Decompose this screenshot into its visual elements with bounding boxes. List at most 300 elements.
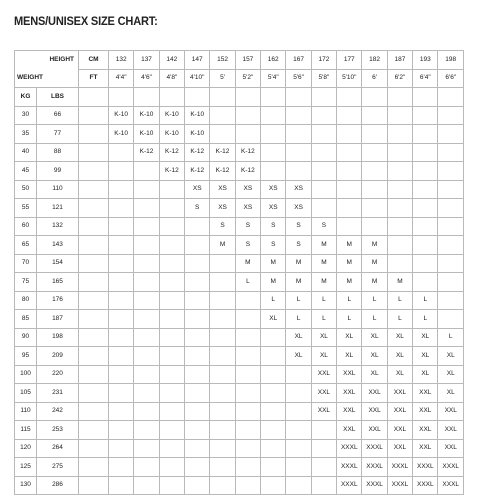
size-cell	[261, 143, 286, 162]
size-cell	[210, 458, 235, 477]
size-cell	[109, 439, 134, 458]
height-ft-cell: 6'	[362, 69, 387, 88]
size-cell: XS	[261, 199, 286, 218]
height-ft-cell: 6'2"	[387, 69, 412, 88]
size-cell	[109, 236, 134, 255]
size-cell: L	[387, 310, 412, 329]
size-cell	[210, 310, 235, 329]
height-cm-cell: 182	[362, 51, 387, 70]
height-cm-cell: 177	[337, 51, 362, 70]
height-ft-cell: 6'4"	[413, 69, 438, 88]
size-cell: XXL	[362, 402, 387, 421]
size-cell	[159, 328, 184, 347]
size-cell	[109, 310, 134, 329]
size-cell: M	[286, 273, 311, 292]
size-cell	[159, 254, 184, 273]
size-cell	[438, 273, 464, 292]
size-cell	[413, 199, 438, 218]
size-cell	[286, 402, 311, 421]
size-cell: L	[413, 291, 438, 310]
size-cell	[134, 421, 159, 440]
weight-kg-cell: 120	[15, 439, 37, 458]
size-cell	[159, 476, 184, 495]
size-cell	[311, 439, 336, 458]
empty-cell	[387, 88, 412, 107]
weight-kg-cell: 105	[15, 384, 37, 403]
size-row	[15, 106, 464, 125]
weight-kg-cell: 45	[15, 162, 37, 181]
size-cell	[185, 310, 210, 329]
size-row	[15, 402, 464, 421]
size-cell	[413, 217, 438, 236]
size-cell	[134, 254, 159, 273]
size-cell	[286, 458, 311, 477]
size-cell	[185, 421, 210, 440]
weight-kg-cell: 130	[15, 476, 37, 495]
size-cell: M	[337, 273, 362, 292]
size-cell: K-12	[235, 162, 260, 181]
size-cell	[210, 347, 235, 366]
weight-label: WEIGHT	[15, 69, 79, 88]
size-cell	[337, 162, 362, 181]
size-cell	[159, 365, 184, 384]
page-title: MENS/UNISEX SIZE CHART:	[14, 14, 158, 28]
size-cell: M	[261, 254, 286, 273]
size-cell: XXL	[413, 439, 438, 458]
size-cell	[311, 199, 336, 218]
size-cell	[159, 310, 184, 329]
size-cell	[413, 162, 438, 181]
header-row-kg-lbs	[15, 88, 464, 107]
size-cell: K-12	[235, 143, 260, 162]
weight-kg-cell: 90	[15, 328, 37, 347]
size-cell	[413, 180, 438, 199]
size-cell: XXL	[438, 421, 464, 440]
empty-cell	[79, 125, 109, 144]
empty-cell	[337, 88, 362, 107]
size-cell: XL	[362, 365, 387, 384]
size-cell: L	[311, 310, 336, 329]
size-cell	[438, 162, 464, 181]
size-cell: XXL	[438, 439, 464, 458]
size-cell	[438, 199, 464, 218]
size-row	[15, 347, 464, 366]
empty-cell	[413, 88, 438, 107]
size-cell	[109, 180, 134, 199]
size-cell	[134, 199, 159, 218]
size-row	[15, 273, 464, 292]
height-ft-cell: 4'4"	[109, 69, 134, 88]
size-cell	[261, 162, 286, 181]
size-cell	[210, 402, 235, 421]
size-cell	[134, 236, 159, 255]
height-ft-cell: 4'8"	[159, 69, 184, 88]
height-ft-cell: 4'10"	[185, 69, 210, 88]
weight-lbs-cell: 198	[37, 328, 79, 347]
size-cell	[185, 254, 210, 273]
size-cell	[311, 458, 336, 477]
size-cell	[210, 106, 235, 125]
size-cell: XXL	[337, 365, 362, 384]
header-row-cm	[15, 51, 464, 70]
size-cell	[109, 291, 134, 310]
weight-kg-cell: 85	[15, 310, 37, 329]
size-cell	[210, 328, 235, 347]
size-cell	[210, 421, 235, 440]
size-cell: XS	[210, 199, 235, 218]
size-cell	[109, 458, 134, 477]
size-cell: XXL	[311, 365, 336, 384]
empty-cell	[79, 217, 109, 236]
height-cm-cell: 137	[134, 51, 159, 70]
empty-cell	[79, 88, 109, 107]
weight-lbs-cell: 187	[37, 310, 79, 329]
size-cell	[311, 106, 336, 125]
size-cell: XXXL	[337, 476, 362, 495]
size-cell: K-10	[159, 125, 184, 144]
size-cell: S	[261, 217, 286, 236]
size-cell	[286, 162, 311, 181]
size-cell	[261, 476, 286, 495]
size-cell: K-10	[134, 106, 159, 125]
size-cell: XXL	[413, 384, 438, 403]
size-cell	[235, 291, 260, 310]
size-cell	[261, 439, 286, 458]
size-cell: K-12	[134, 143, 159, 162]
size-cell: XXL	[362, 384, 387, 403]
size-cell: S	[210, 217, 235, 236]
size-cell	[235, 384, 260, 403]
size-cell: XXXL	[362, 439, 387, 458]
size-cell: XL	[286, 328, 311, 347]
size-cell: M	[337, 236, 362, 255]
size-row	[15, 458, 464, 477]
size-cell: M	[337, 254, 362, 273]
size-cell: XL	[413, 328, 438, 347]
size-cell: XS	[210, 180, 235, 199]
size-cell: K-10	[134, 125, 159, 144]
empty-cell	[79, 273, 109, 292]
size-cell	[286, 125, 311, 144]
size-cell	[185, 439, 210, 458]
size-cell: M	[210, 236, 235, 255]
size-cell	[413, 273, 438, 292]
size-cell	[210, 384, 235, 403]
size-cell: L	[337, 310, 362, 329]
size-cell	[438, 180, 464, 199]
size-cell: XXL	[337, 402, 362, 421]
size-cell: S	[311, 217, 336, 236]
size-cell: K-12	[159, 162, 184, 181]
size-cell	[185, 328, 210, 347]
height-cm-cell: 152	[210, 51, 235, 70]
empty-cell	[79, 402, 109, 421]
weight-lbs-cell: 165	[37, 273, 79, 292]
size-cell: K-12	[210, 162, 235, 181]
size-cell	[387, 199, 412, 218]
empty-cell	[362, 88, 387, 107]
size-cell: XXXL	[337, 458, 362, 477]
size-cell	[134, 310, 159, 329]
size-cell	[235, 125, 260, 144]
size-cell	[311, 162, 336, 181]
size-cell: L	[362, 310, 387, 329]
size-cell	[286, 143, 311, 162]
empty-cell	[79, 384, 109, 403]
height-ft-cell: 5'2"	[235, 69, 260, 88]
size-cell: M	[387, 273, 412, 292]
size-cell	[413, 143, 438, 162]
weight-lbs-cell: 209	[37, 347, 79, 366]
weight-lbs-cell: 220	[37, 365, 79, 384]
size-cell	[185, 217, 210, 236]
size-cell	[159, 291, 184, 310]
size-row	[15, 439, 464, 458]
weight-lbs-cell: 121	[37, 199, 79, 218]
weight-lbs-cell: 143	[37, 236, 79, 255]
size-cell	[185, 236, 210, 255]
size-cell	[109, 273, 134, 292]
size-cell	[159, 347, 184, 366]
size-cell	[109, 365, 134, 384]
weight-kg-cell: 35	[15, 125, 37, 144]
size-cell: XS	[261, 180, 286, 199]
size-row	[15, 199, 464, 218]
weight-lbs-cell: 275	[37, 458, 79, 477]
weight-lbs-cell: 99	[37, 162, 79, 181]
size-cell	[261, 365, 286, 384]
height-label: HEIGHT	[15, 51, 79, 70]
size-cell	[210, 291, 235, 310]
size-cell	[109, 199, 134, 218]
size-cell: M	[311, 236, 336, 255]
size-cell	[109, 421, 134, 440]
size-cell: XXL	[438, 402, 464, 421]
size-row	[15, 328, 464, 347]
size-cell: S	[235, 236, 260, 255]
size-cell: XXL	[362, 421, 387, 440]
size-cell: XL	[337, 328, 362, 347]
size-cell: XL	[362, 328, 387, 347]
size-cell	[286, 106, 311, 125]
height-ft-cell: 5'8"	[311, 69, 336, 88]
weight-kg-cell: 30	[15, 106, 37, 125]
size-cell	[210, 439, 235, 458]
size-cell: M	[311, 254, 336, 273]
size-cell	[362, 162, 387, 181]
size-cell: XL	[261, 310, 286, 329]
weight-kg-cell: 60	[15, 217, 37, 236]
size-cell	[387, 217, 412, 236]
size-cell	[185, 365, 210, 384]
size-cell	[109, 162, 134, 181]
size-cell: XL	[387, 365, 412, 384]
size-cell	[235, 106, 260, 125]
size-row	[15, 254, 464, 273]
size-cell	[438, 291, 464, 310]
size-cell: K-10	[109, 125, 134, 144]
size-cell: XXL	[387, 421, 412, 440]
empty-cell	[109, 88, 134, 107]
empty-cell	[438, 88, 464, 107]
size-cell	[261, 125, 286, 144]
weight-lbs-cell: 132	[37, 217, 79, 236]
size-cell: XXL	[337, 384, 362, 403]
weight-kg-cell: 95	[15, 347, 37, 366]
size-chart-table	[14, 50, 464, 495]
size-cell	[159, 439, 184, 458]
size-cell	[235, 365, 260, 384]
empty-cell	[79, 347, 109, 366]
size-cell: XL	[362, 347, 387, 366]
size-cell: XS	[286, 180, 311, 199]
size-cell	[210, 125, 235, 144]
unit-kg-label: KG	[15, 88, 37, 107]
size-cell	[185, 384, 210, 403]
weight-lbs-cell: 286	[37, 476, 79, 495]
size-cell	[235, 458, 260, 477]
weight-kg-cell: 125	[15, 458, 37, 477]
size-cell	[185, 458, 210, 477]
size-row	[15, 476, 464, 495]
height-cm-cell: 142	[159, 51, 184, 70]
size-cell	[438, 254, 464, 273]
size-cell: XS	[185, 180, 210, 199]
size-row	[15, 162, 464, 181]
size-cell	[362, 143, 387, 162]
size-cell: K-10	[159, 106, 184, 125]
size-cell	[159, 384, 184, 403]
height-cm-cell: 157	[235, 51, 260, 70]
size-cell	[337, 125, 362, 144]
size-cell	[109, 328, 134, 347]
size-row	[15, 217, 464, 236]
size-row	[15, 125, 464, 144]
empty-cell	[79, 180, 109, 199]
size-cell: XXL	[387, 439, 412, 458]
size-cell: M	[261, 273, 286, 292]
size-cell	[413, 106, 438, 125]
weight-lbs-cell: 264	[37, 439, 79, 458]
empty-cell	[286, 88, 311, 107]
height-cm-cell: 167	[286, 51, 311, 70]
empty-cell	[79, 328, 109, 347]
size-cell	[185, 273, 210, 292]
size-cell: XL	[413, 347, 438, 366]
height-cm-cell: 162	[261, 51, 286, 70]
size-cell	[185, 291, 210, 310]
size-cell	[387, 180, 412, 199]
size-cell: XL	[438, 347, 464, 366]
size-cell: XXXL	[438, 476, 464, 495]
size-cell	[134, 402, 159, 421]
size-cell	[235, 476, 260, 495]
weight-kg-cell: 70	[15, 254, 37, 273]
size-cell	[362, 217, 387, 236]
size-cell	[109, 347, 134, 366]
weight-lbs-cell: 253	[37, 421, 79, 440]
size-cell	[311, 143, 336, 162]
size-cell: XXL	[387, 402, 412, 421]
size-cell	[159, 199, 184, 218]
size-cell	[210, 365, 235, 384]
size-cell	[210, 273, 235, 292]
size-cell	[109, 476, 134, 495]
size-cell	[438, 143, 464, 162]
size-cell: S	[261, 236, 286, 255]
unit-ft-label: FT	[79, 69, 109, 88]
weight-lbs-cell: 88	[37, 143, 79, 162]
size-cell	[109, 254, 134, 273]
weight-kg-cell: 50	[15, 180, 37, 199]
height-ft-cell: 5'10"	[337, 69, 362, 88]
empty-cell	[79, 310, 109, 329]
empty-cell	[210, 88, 235, 107]
size-cell: L	[261, 291, 286, 310]
size-cell	[134, 384, 159, 403]
height-ft-cell: 6'6"	[438, 69, 464, 88]
size-cell	[387, 162, 412, 181]
size-cell	[438, 310, 464, 329]
size-cell: XL	[387, 328, 412, 347]
weight-kg-cell: 80	[15, 291, 37, 310]
size-cell: XL	[311, 328, 336, 347]
size-cell: L	[286, 291, 311, 310]
empty-cell	[235, 88, 260, 107]
unit-cm-label: CM	[79, 51, 109, 70]
weight-kg-cell: 75	[15, 273, 37, 292]
size-cell: K-10	[185, 125, 210, 144]
size-cell	[134, 180, 159, 199]
size-row	[15, 143, 464, 162]
size-cell: L	[387, 291, 412, 310]
size-cell	[261, 384, 286, 403]
size-cell	[134, 476, 159, 495]
weight-lbs-cell: 231	[37, 384, 79, 403]
size-cell	[159, 180, 184, 199]
size-cell	[134, 365, 159, 384]
size-row	[15, 421, 464, 440]
size-cell	[387, 254, 412, 273]
size-cell: XXL	[413, 402, 438, 421]
weight-kg-cell: 40	[15, 143, 37, 162]
size-cell	[185, 347, 210, 366]
size-cell	[438, 217, 464, 236]
size-cell: S	[185, 199, 210, 218]
size-cell: XXXL	[387, 476, 412, 495]
size-cell	[311, 180, 336, 199]
empty-cell	[185, 88, 210, 107]
size-cell	[261, 421, 286, 440]
size-cell: XS	[286, 199, 311, 218]
size-cell	[286, 384, 311, 403]
size-cell	[235, 328, 260, 347]
size-cell	[159, 458, 184, 477]
unit-lbs-label: LBS	[37, 88, 79, 107]
size-cell	[286, 365, 311, 384]
size-cell: XXXL	[438, 458, 464, 477]
size-cell	[387, 236, 412, 255]
height-cm-cell: 187	[387, 51, 412, 70]
size-cell: XL	[438, 365, 464, 384]
weight-kg-cell: 110	[15, 402, 37, 421]
size-cell	[134, 347, 159, 366]
empty-cell	[79, 291, 109, 310]
size-cell	[337, 180, 362, 199]
size-cell	[362, 180, 387, 199]
size-cell	[286, 439, 311, 458]
size-cell	[261, 328, 286, 347]
